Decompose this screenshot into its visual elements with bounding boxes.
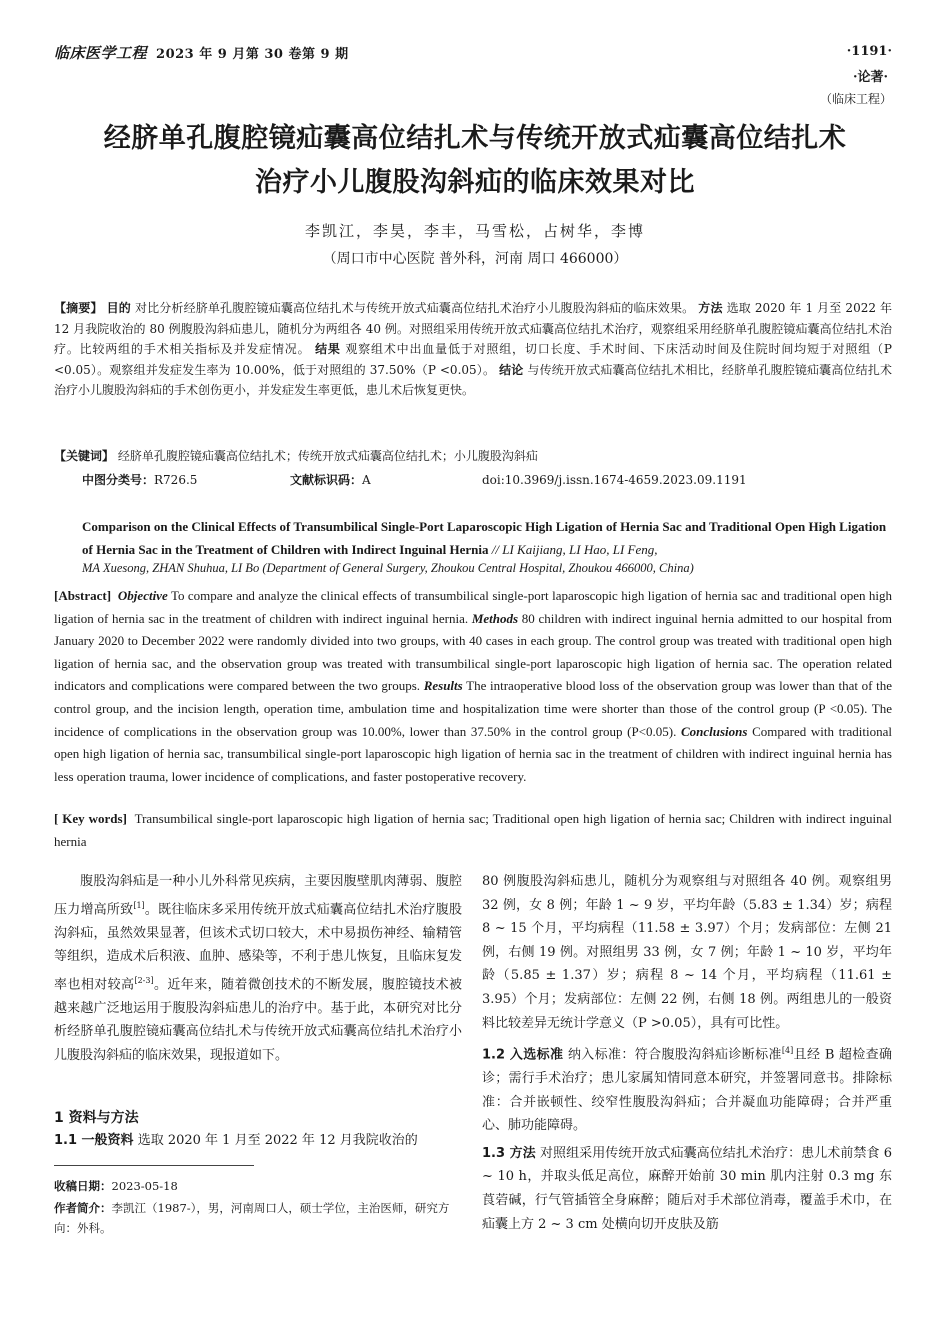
conclusions-label: 结论	[499, 362, 524, 377]
keywords-text: 经脐单孔腹腔镜疝囊高位结扎术；传统开放式疝囊高位结扎术；小儿腹股沟斜疝	[117, 449, 538, 463]
conclusions-en-text: Compared with traditional open high ligation of hernia sac, transumbilical single-port laparoscopic high ligation of hernia sac in the treatment of children with indirect inguinal hernia has less operation trauma, lower incidence of complications, and faster postoperative recovery.	[54, 723, 893, 784]
results-en-label: Results	[423, 678, 463, 694]
english-title: Comparison on the Clinical Effects of Transumbilical Single-Port Laparoscopic High Ligation of Hernia Sac and Traditional Open High Ligation of Hernia Sac in the Treatment of Children with Indirect Inguinal Hernia // LI Kaijiang, LI Hao, LI Feng,	[82, 519, 887, 557]
doi: doi:10.3969/j.issn.1674-4659.2023.09.1191	[482, 473, 747, 487]
methods-label: 方法	[698, 301, 723, 315]
doc-code-field: 文献标识码：A	[290, 473, 371, 487]
keywords-label: 【关键词】	[54, 449, 115, 463]
results-label: 结果	[315, 342, 341, 356]
results-text: 观察组术中出血量低于对照组，切口长度、手术时间、下床活动时间及住院时间均短于对照组（P <0.05）。观察组并发症发生率为 10.00%，低于对照组的 37.50%（P <0.05）。	[54, 342, 892, 377]
footnote-author: 作者简介：李凯江（1987-），男，河南周口人，硕士学位，主治医师，研究方向：外科。	[54, 1201, 450, 1235]
keywords-en	[54, 808, 892, 853]
general-data-paragraph: 80 例腹股沟斜疝患儿，随机分为观察组与对照组各 40 例。观察组男 32 例，女 8 例；年龄 1 ~ 9 岁，平均年龄（5.83 ± 1.34）岁；病程 8 ~ 15 个月，平均病程（11.58 ± 3.97）个月；发病部位：左侧 21 例，右侧 19 例。对照组男 33 例，女 7 例；年龄 1 ~ 10 岁，平均年龄（5.85 ± 1.37）岁；病程 8 ~ 14 个月，平均病程（11.61 ± 3.95）个月；发病部位：左侧 22 例，右侧 18 例。两组患儿的一般资料比较差异无统计学意义（P >0.05），具有可比性。	[482, 874, 892, 1031]
subsection-1-1-label: 1.1 一般资料	[54, 1133, 134, 1148]
objective-text: 对比分析经脐单孔腹腔镜疝囊高位结扎术与传统开放式疝囊高位结扎术治疗小儿腹股沟斜疝的临床效果。	[134, 301, 695, 315]
page-number: ·1191·	[846, 44, 892, 59]
journal-issue: 2023 年 9 月第 30 卷第 9 期	[156, 47, 349, 62]
objective-en-text: To compare and analyze the clinical effects of transumbilical single-port laparoscopic high ligation of hernia sac and traditional open high ligation of hernia sac in the treatment of children with indirect inguinal hernia.	[54, 588, 893, 626]
authors: 李凯江，李昊，李丰，马雪松，占树华，李博	[304, 222, 645, 240]
english-authors-inline: // LI Kaijiang, LI Hao, LI Feng,	[488, 542, 658, 557]
results-en-text: The intraoperative blood loss of the observation group was lower than that of the control group, and the incision length, operation time, ambulation time and hospitalization time were shorter than those of the control group (P <0.05). The incidence of complications in the observation group was 10.00%, lower than 37.50% in the control group (P<0.05).	[54, 678, 892, 739]
keywords-cn	[54, 446, 892, 467]
methods-text: 选取 2020 年 1 月至 2022 年 12 月我院收治的 80 例腹股沟斜疝患儿，随机分为两组各 40 例。对照组采用传统开放式疝囊高位结扎术治疗，观察组采用经脐单孔腹腔镜疝囊高位结扎术治疗。比较两组的手术相关指标及并发症情况。	[54, 301, 892, 356]
objective-en-label: Objective	[117, 588, 168, 603]
footnote-divider	[54, 1165, 254, 1166]
footnote-received: 收稿日期：2023-05-18	[54, 1179, 178, 1193]
abstract-label: 【摘要】	[54, 301, 103, 315]
subsection-1-2: 1.2 入选标准 纳入标准：符合腹股沟斜疝诊断标准[4]且经 B 超检查确诊；需行手术治疗；患儿家属知情同意本研究，并签署同意书。排除标准：合并嵌顿性、绞窄性腹股沟斜疝；合并凝血功能障碍；合并严重心、肺功能障碍。	[482, 1046, 892, 1134]
keywords-en-label: [ Key words]	[54, 811, 127, 826]
conclusions-text: 与传统开放式疝囊高位结扎术相比，经脐单孔腹腔镜疝囊高位结扎术治疗小儿腹股沟斜疝的手术创伤更小，并发症发生率更低，患儿术后恢复更快。	[54, 362, 892, 397]
section-label: ·论著·	[852, 70, 888, 85]
methods-en-label: Methods	[471, 610, 519, 626]
conclusions-en-label: Conclusions	[680, 723, 748, 739]
subsection-label: （临床工程）	[819, 92, 892, 106]
section-heading-1: 1 资料与方法	[54, 1110, 139, 1126]
english-authors-affiliation: MA Xuesong, ZHAN Shuhua, LI Bo (Department of General Surgery, Zhoukou Central Hospital, Zhoukou 466000, China)	[82, 561, 694, 575]
clc-field: 中图分类号：R726.5	[82, 473, 198, 487]
subsection-1-1: 1.1 一般资料 选取 2020 年 1 月至 2022 年 12 月我院收治的	[54, 1133, 418, 1148]
body-left-intro: 腹股沟斜疝是一种小儿外科常见疾病，主要因腹壁肌肉薄弱、腹腔压力增高所致[1]。既往临床多采用传统开放式疝囊高位结扎术治疗腹股沟斜疝，虽然效果显著，但该术式切口较大，术中易损伤神经、输精管等组织，造成术后积液、血肿、感染等，不利于患儿恢复，且临床复发率也相对较高[2-3]。近年来，随着微创技术的不断发展，腹腔镜技术被越来越广泛地运用于腹股沟斜疝患儿的治疗中。基于此，本研究对比分析经脐单孔腹腔镜疝囊高位结扎术与传统开放式疝囊高位结扎术治疗小儿腹股沟斜疝的临床效果，现报道如下。	[54, 874, 462, 1063]
affiliation: （周口市中心医院 普外科，河南 周口 466000）	[322, 251, 628, 267]
abstract-en	[54, 585, 892, 788]
objective-label: 目的	[106, 301, 131, 315]
ref-1: [1]	[133, 900, 145, 910]
ref-2-3: [2-3]	[134, 975, 154, 985]
abstract-cn	[54, 298, 892, 401]
abstract-en-label: [Abstract]	[54, 588, 112, 603]
keywords-en-text: Transumbilical single-port laparoscopic high ligation of hernia sac; Traditional open high ligation of hernia sac; Children with indirect inguinal hernia	[54, 811, 892, 849]
methods-en-text: 80 children with indirect inguinal hernia admitted to our hospital from January 2020 to December 2022 were randomly divided into two groups, with 40 cases in each group. The control group was treated with traditional open high ligation of hernia sac, and the observation group was treated with transumbilical single-port laparoscopic high ligation of hernia sac. The operation related indicators and complications were compared between the two groups.	[54, 610, 892, 694]
journal-name: 临床医学工程	[54, 44, 148, 62]
subsection-1-3: 1.3 方法 对照组采用传统开放式疝囊高位结扎术治疗：患儿术前禁食 6 ~ 10 h，并取头低足高位，麻醉开始前 30 min 肌内注射 0.3 mg 东莨菪碱，行气管插管全身麻醉；随后对手术部位消毒，覆盖手术巾，在疝囊上方 2 ~ 3 cm 处横向切开皮肤及筋	[482, 1145, 893, 1232]
journal-header	[54, 42, 349, 63]
ref-4: [4]	[781, 1046, 794, 1056]
paper-title-line1: 经脐单孔腹腔镜疝囊高位结扎术与传统开放式疝囊高位结扎术	[103, 123, 847, 154]
paper-title-line2: 治疗小儿腹股沟斜疝的临床效果对比	[255, 167, 695, 198]
body-right	[482, 870, 892, 1236]
